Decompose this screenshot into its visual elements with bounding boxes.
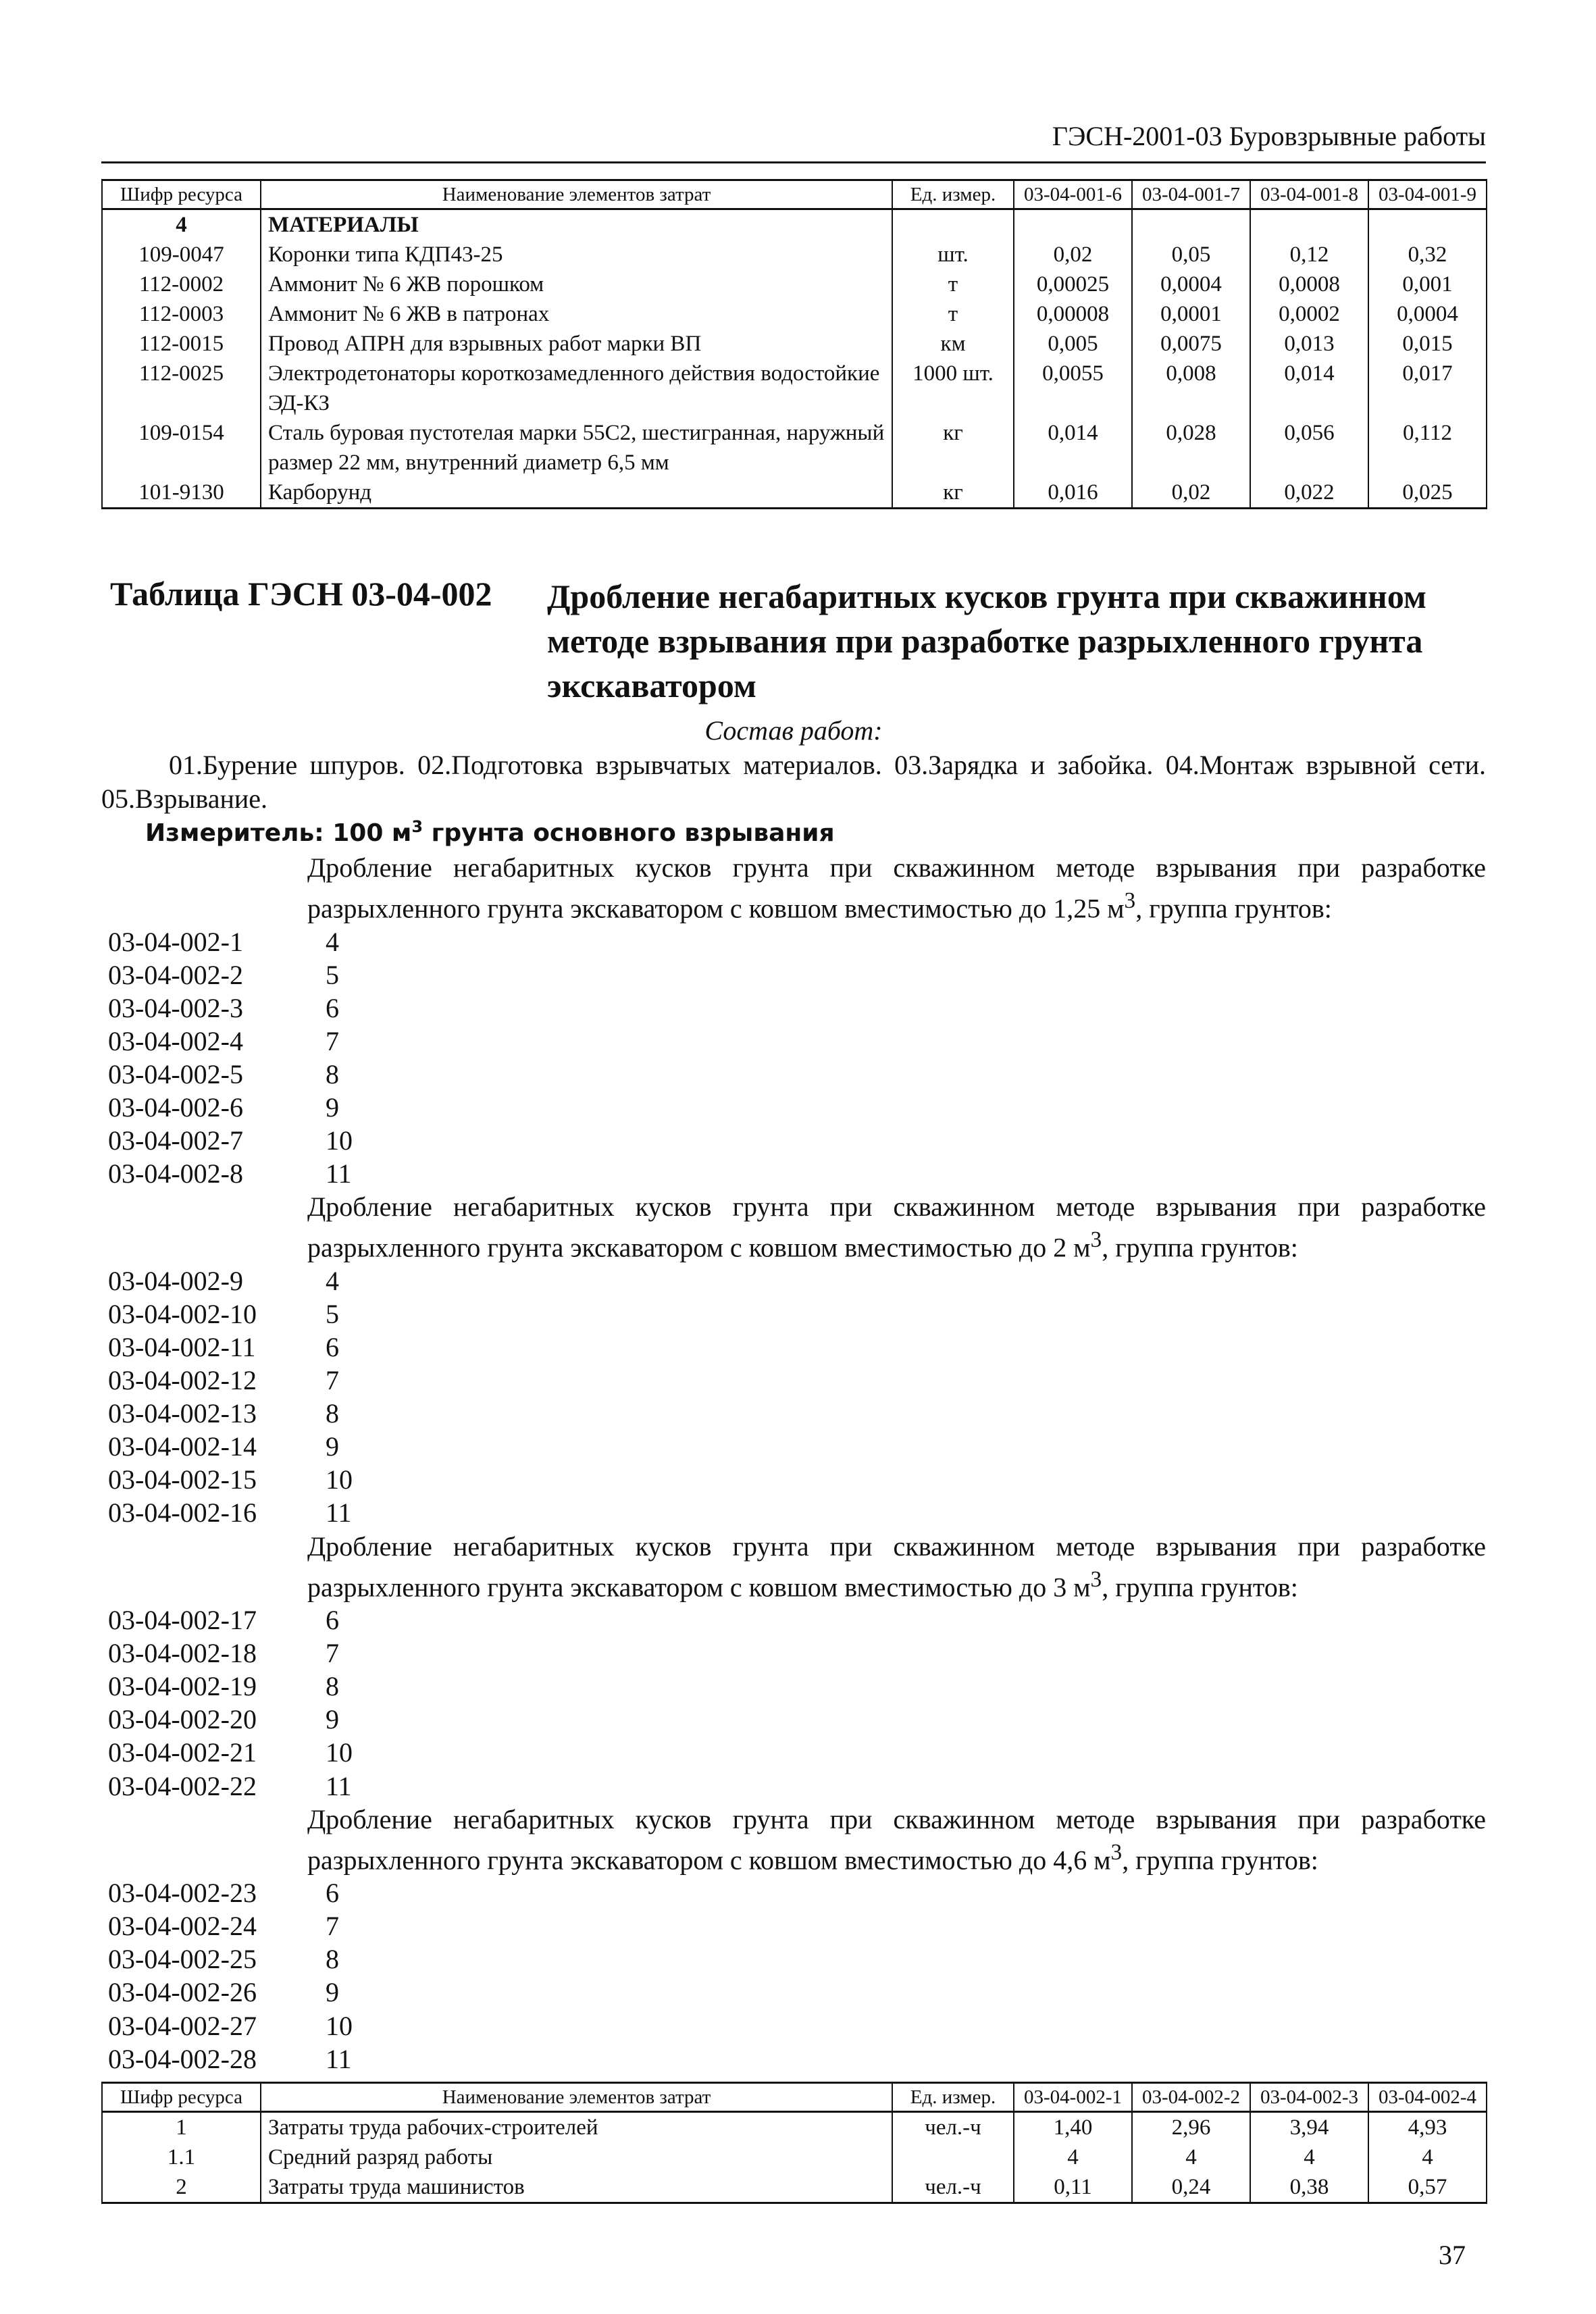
table-cell: Средний разряд работы xyxy=(261,2142,892,2172)
norm-item xyxy=(108,1670,1486,1703)
table-cell: 0,022 xyxy=(1250,478,1368,509)
norm-soil-group: 7 xyxy=(326,1025,339,1056)
table-cell: 0,025 xyxy=(1368,478,1487,509)
table-cell: 4 xyxy=(1250,2142,1368,2172)
table-cell: Провод АПРН для взрывных работ марки ВП xyxy=(261,329,892,359)
norm-code: 03-04-002-18 xyxy=(108,1638,257,1669)
norm-item xyxy=(108,1397,1486,1430)
group-description xyxy=(108,1803,1486,1877)
group-description-desc: Дробление негабаритных кусков грунта при скважинном методе взрывания при разработке разрыхленного грунта экскаватором с ковшом вместимостью до 1,25 м xyxy=(307,852,1486,924)
norm-soil-group: 7 xyxy=(326,1638,339,1669)
norm-soil-group: 11 xyxy=(326,1497,352,1528)
column-header: Наименование элементов затрат xyxy=(261,2083,892,2112)
table-cell: 3,94 xyxy=(1250,2112,1368,2143)
norm-code: 03-04-002-22 xyxy=(108,1770,257,1801)
table-row xyxy=(102,2112,1487,2143)
norm-code: 03-04-002-9 xyxy=(108,1265,243,1296)
group-description xyxy=(108,851,1486,925)
table-cell: 112-0003 xyxy=(102,299,261,329)
table-cell: т xyxy=(892,299,1014,329)
column-header: Ед. измер. xyxy=(892,180,1014,209)
table-cell: 112-0025 xyxy=(102,359,261,418)
table-row xyxy=(102,329,1487,359)
norm-soil-group: 8 xyxy=(326,1671,339,1702)
table-cell: 0,005 xyxy=(1014,329,1132,359)
norm-item xyxy=(108,925,1486,958)
table-cell: 0,008 xyxy=(1132,359,1250,418)
table-cell: 1.1 xyxy=(102,2142,261,2172)
table-row xyxy=(102,269,1487,299)
norm-soil-group: 6 xyxy=(326,1605,339,1636)
table-cell: кг xyxy=(892,478,1014,509)
group-description-sup: 3 xyxy=(1110,1839,1123,1865)
table-cell: чел.-ч xyxy=(892,2172,1014,2203)
norm-soil-group: 9 xyxy=(326,1091,339,1123)
norm-code: 03-04-002-21 xyxy=(108,1737,257,1768)
group-description-sup: 3 xyxy=(1090,1566,1102,1592)
group-description-sup: 3 xyxy=(1090,1227,1102,1253)
norm-item xyxy=(108,1264,1486,1297)
group-description xyxy=(108,1190,1486,1264)
norm-code: 03-04-002-11 xyxy=(108,1331,256,1362)
table-row xyxy=(102,299,1487,329)
norm-item xyxy=(108,1603,1486,1637)
table-cell: 4,93 xyxy=(1368,2112,1487,2143)
norm-soil-group: 8 xyxy=(326,1398,339,1429)
labor-table xyxy=(101,2082,1487,2204)
table-cell: Коронки типа КДП43-25 xyxy=(261,240,892,269)
norm-code: 03-04-002-14 xyxy=(108,1431,257,1462)
norm-item xyxy=(108,1943,1486,1976)
norm-item xyxy=(108,1331,1486,1364)
norm-item xyxy=(108,1770,1486,1803)
table-heading: Дробление негабаритных кусков грунта при скважинном методе взрывания при разработке разрыхленного грунта экскаватором xyxy=(547,577,1426,704)
norm-code: 03-04-002-5 xyxy=(108,1058,243,1089)
table-cell: 109-0154 xyxy=(102,418,261,478)
norm-soil-group: 7 xyxy=(326,1911,339,1942)
norm-item xyxy=(108,1157,1486,1190)
table-row xyxy=(102,240,1487,269)
table-cell: 0,38 xyxy=(1250,2172,1368,2203)
table-cell: Затраты труда рабочих-строителей xyxy=(261,2112,892,2143)
section-code: 4 xyxy=(102,209,261,240)
norm-code: 03-04-002-8 xyxy=(108,1158,243,1189)
table-cell: 0,016 xyxy=(1014,478,1132,509)
table-row xyxy=(102,359,1487,418)
table-header-row xyxy=(102,180,1487,209)
table-row xyxy=(102,2172,1487,2203)
meter-line xyxy=(145,817,835,847)
norm-code: 03-04-002-28 xyxy=(108,2043,257,2074)
table-cell: 0,0002 xyxy=(1250,299,1368,329)
column-header: Ед. измер. xyxy=(892,2083,1014,2112)
norm-item xyxy=(108,1364,1486,1397)
norm-code: 03-04-002-26 xyxy=(108,1977,257,2008)
norm-item xyxy=(108,1058,1486,1091)
norm-code: 03-04-002-16 xyxy=(108,1497,257,1528)
norms-list xyxy=(108,851,1486,2076)
table-cell: 109-0047 xyxy=(102,240,261,269)
norm-item xyxy=(108,1124,1486,1157)
table-header-row xyxy=(102,2083,1487,2112)
table-cell: 0,015 xyxy=(1368,329,1487,359)
table-cell: 4 xyxy=(1132,2142,1250,2172)
table-cell: 0,028 xyxy=(1132,418,1250,478)
norm-code: 03-04-002-2 xyxy=(108,959,243,990)
column-header: 03-04-002-2 xyxy=(1132,2083,1250,2112)
table-cell: 0,02 xyxy=(1014,240,1132,269)
norm-soil-group: 8 xyxy=(326,1058,339,1089)
group-description-desc: Дробление негабаритных кусков грунта при скважинном методе взрывания при разработке разрыхленного грунта экскаватором с ковшом вместимостью до 3 м xyxy=(307,1531,1486,1602)
norm-code: 03-04-002-1 xyxy=(108,926,243,957)
norm-soil-group: 6 xyxy=(326,992,339,1023)
table-cell: 0,0004 xyxy=(1368,299,1487,329)
column-header: 03-04-002-4 xyxy=(1368,2083,1487,2112)
table-cell: Электродетонаторы короткозамедленного действия водостойкие ЭД-КЗ xyxy=(261,359,892,418)
table-cell: 0,00025 xyxy=(1014,269,1132,299)
group-description-tail: , группа грунтов: xyxy=(1122,1845,1318,1876)
table-cell: Аммонит № 6 ЖВ порошком xyxy=(261,269,892,299)
column-header: Шифр ресурса xyxy=(102,180,261,209)
norm-soil-group: 6 xyxy=(326,1331,339,1362)
table-cell: 0,0075 xyxy=(1132,329,1250,359)
table-cell: 4 xyxy=(1368,2142,1487,2172)
column-header: 03-04-001-8 xyxy=(1250,180,1368,209)
norm-soil-group: 9 xyxy=(326,1977,339,2008)
group-description-tail: , группа грунтов: xyxy=(1135,893,1332,924)
table-cell: чел.-ч xyxy=(892,2112,1014,2143)
norm-code: 03-04-002-10 xyxy=(108,1298,257,1329)
norm-soil-group: 4 xyxy=(326,926,339,957)
meter-label: Измеритель: 100 м xyxy=(145,819,412,847)
norm-soil-group: 10 xyxy=(326,1464,353,1495)
table-cell: Затраты труда машинистов xyxy=(261,2172,892,2203)
norm-item xyxy=(108,992,1486,1025)
table-cell: шт. xyxy=(892,240,1014,269)
norm-item xyxy=(108,1496,1486,1529)
table-cell: км xyxy=(892,329,1014,359)
norm-item xyxy=(108,1430,1486,1463)
norm-item xyxy=(108,1703,1486,1736)
norm-code: 03-04-002-25 xyxy=(108,1944,257,1975)
norm-code: 03-04-002-17 xyxy=(108,1605,257,1636)
table-cell: т xyxy=(892,269,1014,299)
table-cell: 0,00008 xyxy=(1014,299,1132,329)
table-cell: 0,0004 xyxy=(1132,269,1250,299)
table-row xyxy=(102,478,1487,509)
table-cell: 2 xyxy=(102,2172,261,2203)
table-cell: 0,014 xyxy=(1250,359,1368,418)
table-cell: 112-0002 xyxy=(102,269,261,299)
section-row xyxy=(102,209,1487,240)
table-cell: 0,02 xyxy=(1132,478,1250,509)
table-cell: 0,014 xyxy=(1014,418,1132,478)
group-description-desc: Дробление негабаритных кусков грунта при скважинном методе взрывания при разработке разрыхленного грунта экскаватором с ковшом вместимостью до 2 м xyxy=(307,1191,1486,1263)
group-description-desc: Дробление негабаритных кусков грунта при скважинном методе взрывания при разработке разрыхленного грунта экскаватором с ковшом вместимостью до 4,6 м xyxy=(307,1803,1486,1876)
norm-item xyxy=(108,1736,1486,1769)
norm-item xyxy=(108,1876,1486,1909)
norm-item xyxy=(108,2009,1486,2042)
table-cell: Карборунд xyxy=(261,478,892,509)
table-row xyxy=(102,418,1487,478)
norm-code: 03-04-002-3 xyxy=(108,992,243,1023)
table-cell: кг xyxy=(892,418,1014,478)
norm-code: 03-04-002-19 xyxy=(108,1671,257,1702)
norm-code: 03-04-002-24 xyxy=(108,1911,257,1942)
norm-item xyxy=(108,1976,1486,2009)
table-cell: 0,57 xyxy=(1368,2172,1487,2203)
section-name: МАТЕРИАЛЫ xyxy=(261,209,892,240)
norm-soil-group: 10 xyxy=(326,1125,353,1156)
norm-soil-group: 7 xyxy=(326,1365,339,1396)
table-cell: 0,0055 xyxy=(1014,359,1132,418)
norm-item xyxy=(108,958,1486,992)
norm-item xyxy=(108,1909,1486,1943)
norm-soil-group: 9 xyxy=(326,1431,339,1462)
table-cell: 0,0008 xyxy=(1250,269,1368,299)
norm-item xyxy=(108,1025,1486,1058)
norm-code: 03-04-002-12 xyxy=(108,1365,257,1396)
table-cell: 0,0001 xyxy=(1132,299,1250,329)
norm-code: 03-04-002-4 xyxy=(108,1025,243,1056)
norm-soil-group: 5 xyxy=(326,1298,339,1329)
group-description xyxy=(108,1530,1486,1604)
composition-title: Состав работ: xyxy=(704,715,883,746)
table-cell: 112-0015 xyxy=(102,329,261,359)
table-cell: 0,013 xyxy=(1250,329,1368,359)
norm-soil-group: 11 xyxy=(326,1158,352,1189)
table-cell: 2,96 xyxy=(1132,2112,1250,2143)
norm-item xyxy=(108,1463,1486,1496)
column-header: 03-04-001-7 xyxy=(1132,180,1250,209)
group-description-sup: 3 xyxy=(1124,888,1136,914)
table-cell: Сталь буровая пустотелая марки 55С2, шестигранная, наружный размер 22 мм, внутренний диаметр 6,5 мм xyxy=(261,418,892,478)
norm-code: 03-04-002-23 xyxy=(108,1878,257,1909)
norm-soil-group: 4 xyxy=(326,1265,339,1296)
table-cell: 0,056 xyxy=(1250,418,1368,478)
table-row xyxy=(102,2142,1487,2172)
group-description-tail: , группа грунтов: xyxy=(1102,1571,1298,1602)
table-cell xyxy=(892,2142,1014,2172)
table-cell: 101-9130 xyxy=(102,478,261,509)
table-cell: 0,12 xyxy=(1250,240,1368,269)
column-header: 03-04-001-9 xyxy=(1368,180,1487,209)
meter-rest: грунта основного взрывания xyxy=(423,819,835,847)
norm-soil-group: 10 xyxy=(326,2010,353,2041)
table-cell: 4 xyxy=(1014,2142,1132,2172)
norm-soil-group: 9 xyxy=(326,1704,339,1735)
norm-code: 03-04-002-27 xyxy=(108,2010,257,2041)
norm-item xyxy=(108,1091,1486,1124)
norm-code: 03-04-002-6 xyxy=(108,1091,243,1123)
norm-code: 03-04-002-20 xyxy=(108,1704,257,1735)
table-cell: 0,24 xyxy=(1132,2172,1250,2203)
norm-code: 03-04-002-15 xyxy=(108,1464,257,1495)
group-description-tail: , группа грунтов: xyxy=(1102,1232,1298,1263)
norm-item xyxy=(108,1297,1486,1331)
page-number: 37 xyxy=(1439,2240,1466,2270)
norm-soil-group: 11 xyxy=(326,1770,352,1801)
norm-soil-group: 5 xyxy=(326,959,339,990)
table-cell: 0,32 xyxy=(1368,240,1487,269)
column-header: 03-04-001-6 xyxy=(1014,180,1132,209)
column-header: 03-04-002-3 xyxy=(1250,2083,1368,2112)
table-cell: 0,001 xyxy=(1368,269,1487,299)
table-cell: Аммонит № 6 ЖВ в патронах xyxy=(261,299,892,329)
column-header: Наименование элементов затрат xyxy=(261,180,892,209)
table-cell: 1 xyxy=(102,2112,261,2143)
column-header: Шифр ресурса xyxy=(102,2083,261,2112)
norm-soil-group: 11 xyxy=(326,2043,352,2074)
norm-soil-group: 10 xyxy=(326,1737,353,1768)
column-header: 03-04-002-1 xyxy=(1014,2083,1132,2112)
page-header: ГЭСН-2001-03 Буровзрывные работы xyxy=(101,120,1486,163)
meter-sup: 3 xyxy=(411,817,423,836)
materials-table xyxy=(101,179,1487,509)
table-cell: 1,40 xyxy=(1014,2112,1132,2143)
norm-code: 03-04-002-13 xyxy=(108,1398,257,1429)
norm-code: 03-04-002-7 xyxy=(108,1125,243,1156)
norm-soil-group: 6 xyxy=(326,1878,339,1909)
table-cell: 0,11 xyxy=(1014,2172,1132,2203)
table-cell: 0,017 xyxy=(1368,359,1487,418)
table-cell: 0,112 xyxy=(1368,418,1487,478)
norm-item xyxy=(108,2042,1486,2076)
norm-item xyxy=(108,1637,1486,1670)
table-cell: 0,05 xyxy=(1132,240,1250,269)
table-title: Таблица ГЭСН 03-04-002 xyxy=(110,575,492,613)
composition-text: 01.Бурение шпуров. 02.Подготовка взрывчатых материалов. 03.Зарядка и забойка. 04.Монтаж взрывной сети. 05.Взрывание. xyxy=(101,750,1486,814)
table-cell: 1000 шт. xyxy=(892,359,1014,418)
norm-soil-group: 8 xyxy=(326,1944,339,1975)
